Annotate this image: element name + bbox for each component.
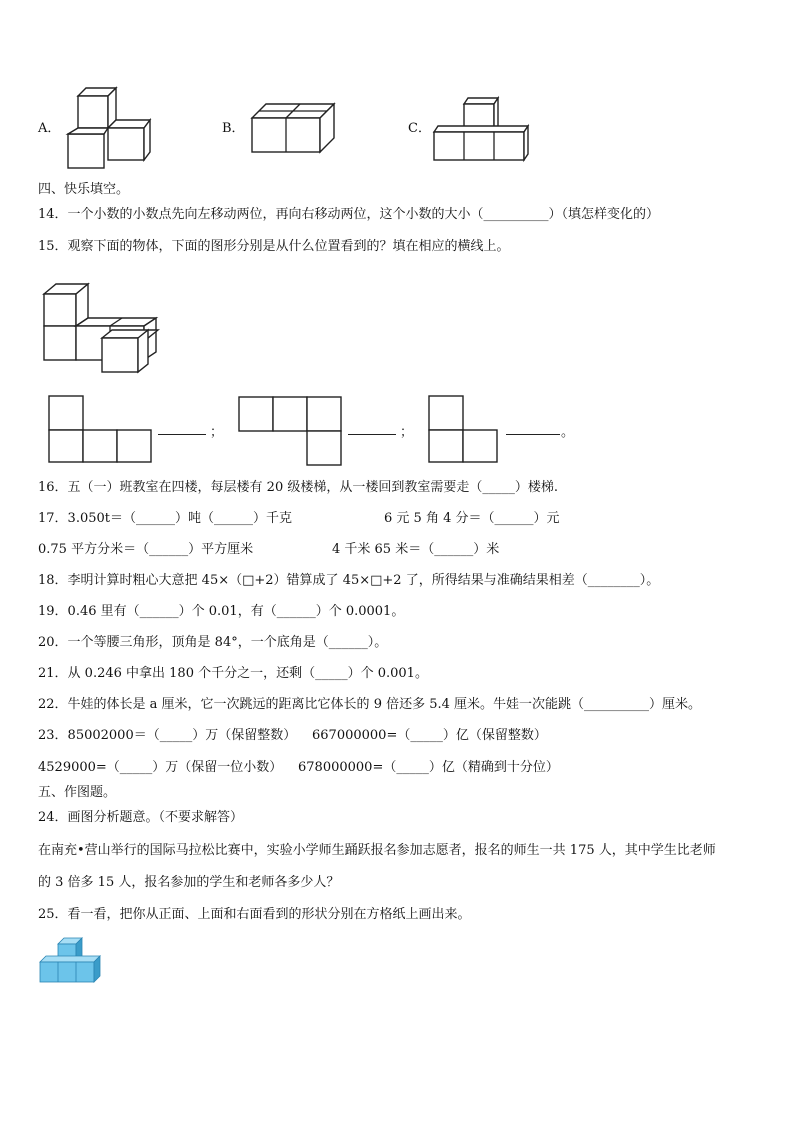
question-17-part4: 4 千米 65 米＝（______）米: [332, 542, 500, 557]
question-16: 16．五（一）班教室在四楼，每层楼有 20 级楼梯，从一楼回到教室需要走（_____）楼梯.: [38, 480, 558, 495]
question-23-part3: 4529000=（_____）万（保留一位小数）: [38, 760, 283, 775]
question-23-part4: 678000000=（_____）亿（精确到十分位）: [298, 760, 559, 775]
section-five-heading: 五、作图题。: [38, 785, 117, 800]
question-24: 24．画图分析题意。（不要求解答）: [38, 810, 244, 825]
question-17-part2: 6 元 5 角 4 分＝（______）元: [384, 511, 560, 526]
question-14: 14．一个小数的小数点先向左移动两位，再向右移动两位，这个小数的大小（__________）（填怎样变化的）: [38, 207, 660, 222]
question-21: 21．从 0.246 中拿出 180 个千分之一，还剩（_____）个 0.001。: [38, 666, 428, 681]
question-19: 19．0.46 里有（______）个 0.01，有（______）个 0.0001。: [38, 604, 405, 619]
option-c-figure: [432, 94, 532, 164]
question-18: 18．李明计算时粗心大意把 45×（□+2）错算成了 45×□+2 了，所得结果与准确结果相差（________）。: [38, 573, 660, 588]
option-b-figure: [250, 100, 340, 156]
question-17-part3: 0.75 平方分米＝（______）平方厘米: [38, 542, 254, 557]
question-17-part1: 17．3.050t＝（______）吨（______）千克: [38, 511, 292, 526]
answer-line-view-2[interactable]: [348, 434, 396, 435]
question-24-body-line1: 在南充•营山举行的国际马拉松比赛中，实验小学师生踊跃报名参加志愿者，报名的师生一共 175 人，其中学生比老师: [38, 843, 716, 858]
separator-1: ；: [210, 425, 224, 440]
view-figure-3: [428, 394, 500, 464]
end-period: 。: [561, 425, 575, 440]
option-c-label: C．: [408, 121, 431, 136]
answer-line-view-1[interactable]: [158, 434, 206, 435]
question-24-body-line2: 的 3 倍多 15 人，报名参加的学生和老师各多少人？: [38, 875, 340, 890]
view-figure-1: [48, 394, 152, 464]
question-25-blue-cubes: [38, 938, 108, 986]
option-b-label: B．: [222, 121, 245, 136]
question-20: 20．一个等腰三角形，顶角是 84°，一个底角是（______）。: [38, 635, 388, 650]
question-23-part1: 23．85002000＝（_____）万（保留整数）: [38, 728, 297, 743]
separator-2: ；: [400, 425, 414, 440]
option-a-figure: [66, 82, 156, 172]
question-22: 22．牛娃的体长是 a 厘米，它一次跳远的距离比它体长的 9 倍还多 5.4 厘米。牛娃一次能跳（__________）厘米。: [38, 697, 702, 712]
option-a-label: A．: [38, 121, 61, 136]
question-25: 25．看一看，把你从正面、上面和右面看到的形状分别在方格纸上画出来。: [38, 907, 471, 922]
section-four-heading: 四、快乐填空。: [38, 182, 130, 197]
question-15-object: [40, 280, 165, 380]
answer-line-view-3[interactable]: [506, 434, 560, 435]
question-23-part2: 667000000=（_____）亿（保留整数）: [312, 728, 547, 743]
question-15: 15．观察下面的物体，下面的图形分别是从什么位置看到的？填在相应的横线上。: [38, 239, 510, 254]
view-figure-2: [238, 396, 344, 466]
